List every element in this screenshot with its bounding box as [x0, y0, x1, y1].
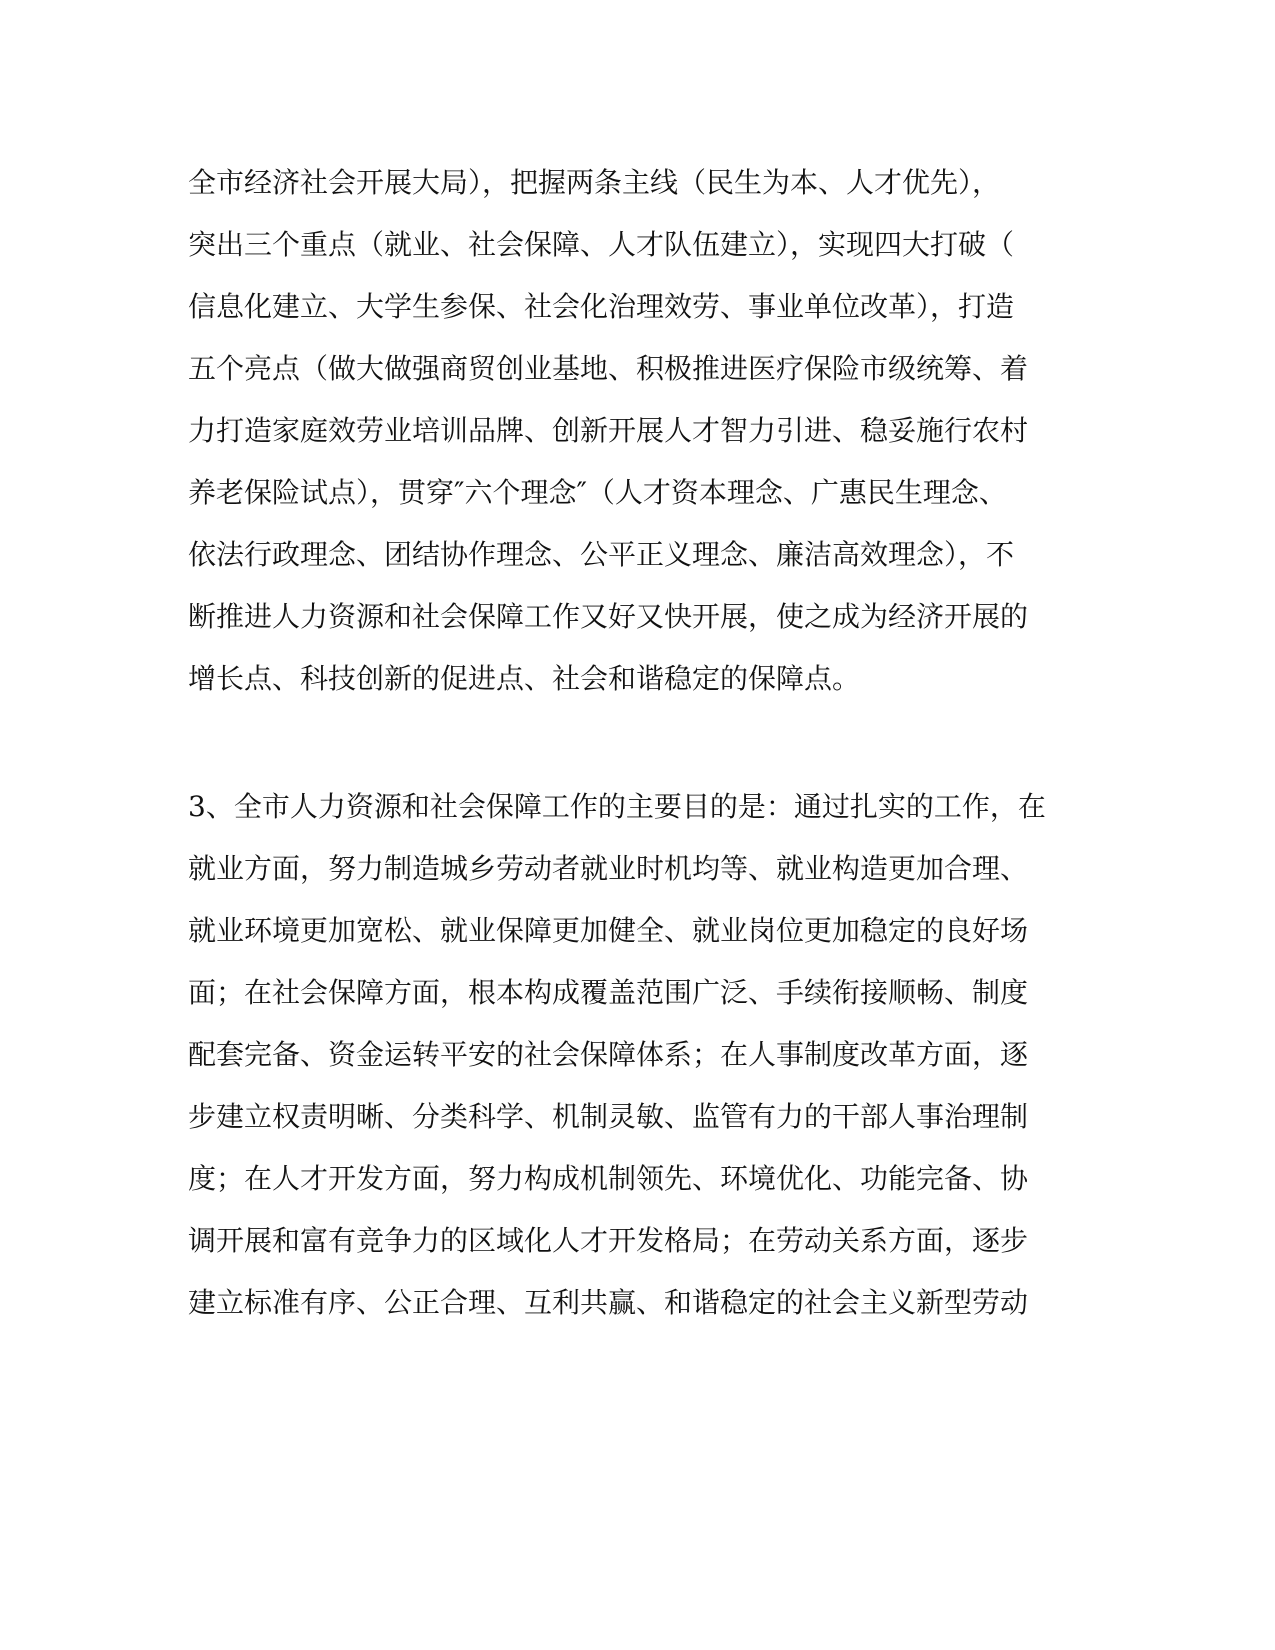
text-line: 力打造家庭效劳业培训品牌、创新开展人才智力引进、稳妥施行农村: [188, 414, 1029, 447]
text-line: 全市经济社会开展大局），把握两条主线（民生为本、人才优先），: [188, 166, 1001, 199]
text-line: 步建立权责明晰、分类科学、机制灵敏、监管有力的干部人事治理制: [188, 1100, 1029, 1133]
text-line: 建立标准有序、公正合理、互利共赢、和谐稳定的社会主义新型劳动: [188, 1286, 1029, 1319]
text-line: 增长点、科技创新的促进点、社会和谐稳定的保障点。: [188, 662, 861, 695]
text-line: 配套完备、资金运转平安的社会保障体系；在人事制度改革方面，逐: [188, 1038, 1029, 1071]
text-line: 突出三个重点（就业、社会保障、人才队伍建立），实现四大打破（: [188, 228, 1015, 261]
text-line: 依法行政理念、团结协作理念、公平正义理念、廉洁高效理念），不: [188, 538, 1015, 571]
text-line: 养老保险试点），贯穿″六个理念″（人才资本理念、广惠民生理念、: [188, 476, 1007, 509]
text-line: 调开展和富有竞争力的区域化人才开发格局；在劳动关系方面，逐步: [188, 1224, 1029, 1257]
text-line: 五个亮点（做大做强商贸创业基地、积极推进医疗保险市级统筹、着: [188, 352, 1029, 385]
text-line: 面；在社会保障方面，根本构成覆盖范围广泛、手续衔接顺畅、制度: [188, 976, 1029, 1009]
text-line: 度；在人才开发方面，努力构成机制领先、环境优化、功能完备、协: [188, 1162, 1029, 1195]
text-line: 断推进人力资源和社会保障工作又好又快开展，使之成为经济开展的: [188, 600, 1029, 633]
text-line: 3、全市人力资源和社会保障工作的主要目的是：通过扎实的工作，在: [188, 790, 1046, 823]
text-line: 信息化建立、大学生参保、社会化治理效劳、事业单位改革），打造: [188, 290, 1015, 323]
text-line: 就业环境更加宽松、就业保障更加健全、就业岗位更加稳定的良好场: [188, 914, 1029, 947]
text-line: 就业方面，努力制造城乡劳动者就业时机均等、就业构造更加合理、: [188, 852, 1029, 885]
